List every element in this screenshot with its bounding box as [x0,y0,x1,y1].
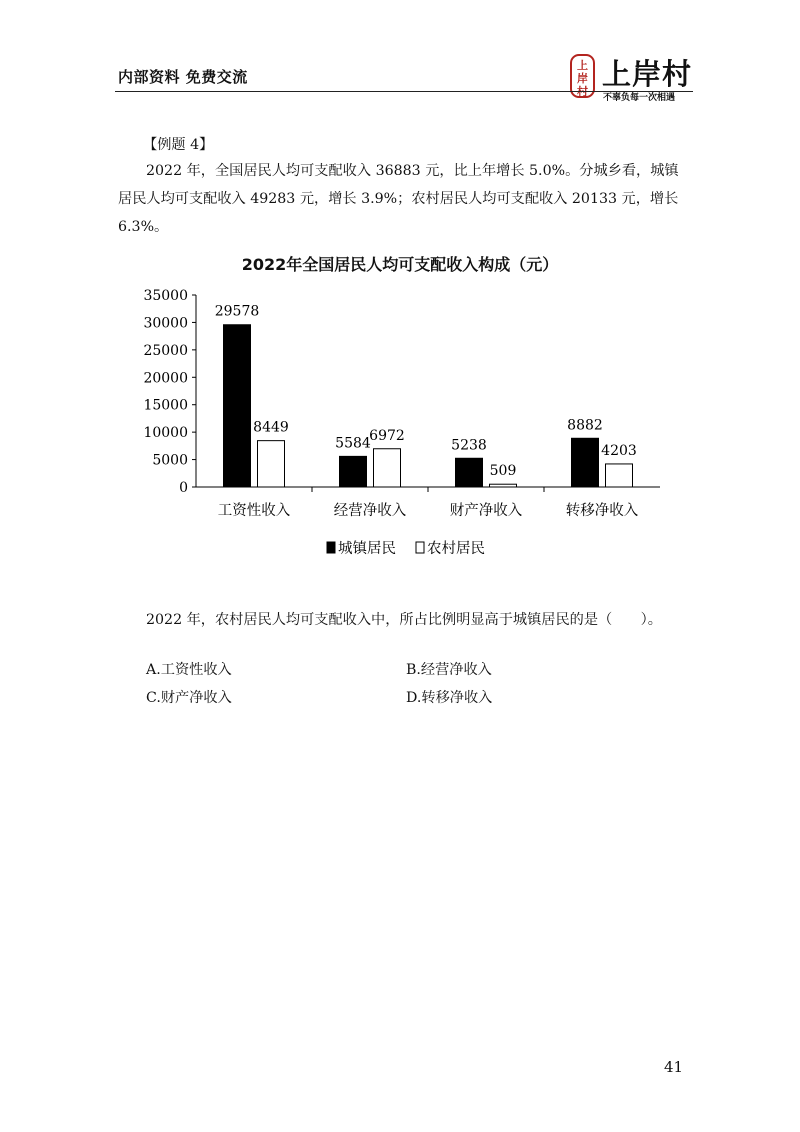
category-label: 经营净收入 [333,503,407,519]
legend-swatch [416,542,424,553]
bar [340,456,367,487]
bar [490,484,517,487]
y-tick-label: 25000 [143,342,188,359]
category-label: 转移净收入 [565,503,639,519]
category-label: 财产净收入 [449,503,523,519]
bar [606,464,633,487]
data-label: 6972 [369,427,405,444]
bar [224,325,251,487]
example-label: 【例题 4】 [143,137,214,153]
option-c[interactable]: C.财产净收入 [146,690,232,706]
page-number: 41 [664,1058,684,1076]
y-tick-label: 35000 [143,288,188,304]
y-tick-label: 30000 [143,315,188,332]
y-tick-label: 5000 [152,452,188,469]
chart-title: 2022年全国居民人均可支配收入构成（元） [241,255,559,274]
y-tick-label: 20000 [143,370,188,387]
data-label: 5584 [335,435,371,452]
category-label: 工资性收入 [217,503,291,519]
data-label: 509 [489,463,517,480]
legend-label: 农村居民 [427,541,485,557]
bar [374,449,401,487]
legend-swatch [327,542,335,553]
data-label: 5238 [451,437,487,454]
y-tick-label: 10000 [143,425,188,442]
y-tick-label: 0 [179,480,188,496]
data-label: 8449 [253,419,289,436]
y-tick-label: 15000 [143,397,188,414]
seal-char: 岸 [577,72,588,85]
option-d[interactable]: D.转移净收入 [406,690,493,706]
option-b[interactable]: B.经营净收入 [406,662,492,678]
seal-char: 村 [577,85,588,98]
legend-label: 城镇居民 [338,541,396,557]
seal-char: 上 [577,59,588,72]
header-left-text: 内部资料 免费交流 [118,68,248,86]
data-label: 4203 [601,442,637,459]
option-a[interactable]: A.工资性收入 [146,662,232,678]
brand-slogan: 不辜负每一次相遇 [603,93,676,103]
data-label: 8882 [567,417,603,434]
question-text: 2022 年，农村居民人均可支配收入中，所占比例明显高于城镇居民的是（ ）。 [146,612,662,628]
data-label: 29578 [214,303,260,320]
bar [456,458,483,487]
brand-name: 上岸村 [602,57,693,91]
bar [572,438,599,487]
intro-paragraph: 2022 年，全国居民人均可支配收入 36883 元，比上年增长 5.0%。分城乡看，城镇居民人均可支配收入 49283 元，增长 3.9%；农村居民人均可支配收入 20133 元，增长 6.3%。 [118,163,679,235]
bar [258,441,285,487]
